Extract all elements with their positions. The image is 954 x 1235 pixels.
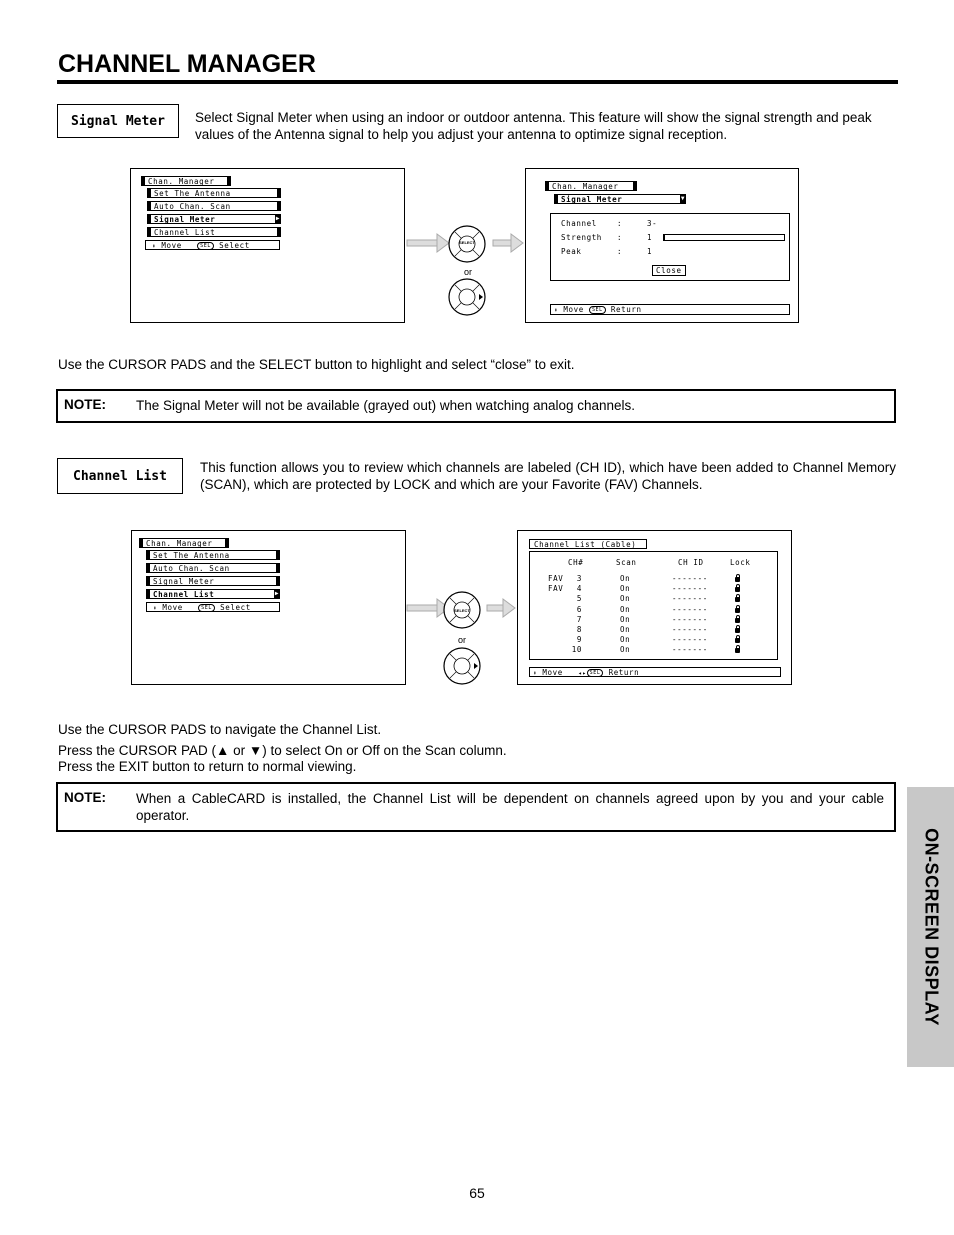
page-number: 65 [469, 1185, 485, 1201]
select-label: SELECT [459, 240, 475, 245]
side-tab-text: ON-SCREEN DISPLAY [921, 828, 941, 1026]
menu-item-auto-scan[interactable]: Auto Chan. Scan [147, 201, 281, 211]
header-lock: Lock [730, 558, 751, 567]
menu-item-auto-scan[interactable]: Auto Chan. Scan [146, 563, 280, 573]
scan-cell: On [620, 574, 631, 583]
menu-list [146, 550, 280, 612]
header-scan: Scan [616, 558, 637, 567]
chid-cell: ------- [672, 614, 708, 624]
menu-footer: ⬍ Move SEL Select [146, 602, 280, 612]
channel-row[interactable] [530, 625, 777, 635]
note-text: When a CableCARD is installed, the Channel List will be dependent on channels agreed upon by you and your cable operator. [136, 791, 884, 823]
channel-number-cell: 3 [576, 574, 582, 583]
strength-bar-fill [664, 235, 665, 240]
channel-list-instruction-2: Press the CURSOR PAD (▲ or ▼) to select On or Off on the Scan column. [58, 743, 507, 758]
lock-icon[interactable] [735, 577, 740, 582]
arrow-right-icon [407, 599, 449, 617]
channel-row[interactable] [530, 615, 777, 625]
channel-list-title: Channel List (Cable) [529, 539, 647, 549]
channel-number-cell: 7 [576, 614, 582, 624]
signal-info-panel [550, 213, 790, 281]
channel-list-instruction-3: Press the EXIT button to return to normal viewing. [58, 759, 357, 774]
channel-row[interactable] [530, 574, 777, 584]
or-text: or [463, 267, 472, 277]
channel-number-cell: 10 [571, 645, 582, 655]
signal-meter-description: Select Signal Meter when using an indoor or outdoor antenna. This feature will show the signal strength and peak values of the Antenna signal to help you adjust your antenna to optimize signal reception. [195, 110, 872, 142]
menu-item-set-antenna[interactable]: Set The Antenna [147, 188, 281, 198]
fav-cell: FAV [548, 584, 564, 594]
chid-cell: ------- [672, 645, 708, 655]
channel-row[interactable] [530, 635, 777, 645]
lock-icon[interactable] [735, 597, 740, 602]
channel-table [529, 551, 778, 660]
note-text: The Signal Meter will not be available (grayed out) when watching analog channels. [136, 398, 636, 413]
chid-cell: ------- [672, 584, 708, 594]
signal-meter-menu-screen [130, 168, 405, 323]
strength-bar [663, 234, 785, 241]
lock-icon[interactable] [735, 638, 740, 643]
scan-cell: On [620, 614, 631, 624]
menu-item-channel-list[interactable]: Channel List ▶ [146, 589, 280, 599]
chid-cell: ------- [672, 594, 708, 604]
menu-item-signal-meter[interactable]: Signal Meter [146, 576, 280, 586]
page-title: CHANNEL MANAGER [58, 50, 316, 78]
cursor-pad-icon [444, 648, 480, 684]
close-button[interactable]: Close [652, 265, 686, 276]
channel-number-cell: 5 [576, 594, 582, 604]
result-subtitle: Signal Meter ▼ [554, 194, 686, 204]
scan-cell: On [620, 604, 631, 614]
result-footer: ⬍ Move SEL Return [550, 304, 790, 315]
channel-row[interactable] [530, 594, 777, 604]
arrow-right-icon [487, 599, 515, 617]
peak-row: Peak : 1 [561, 247, 653, 256]
menu-footer: ⬍ Move SEL Select [145, 240, 280, 250]
menu-item-channel-list[interactable]: Channel List [147, 227, 281, 237]
arrow-right-icon [407, 234, 449, 252]
or-text: or [457, 635, 466, 645]
lock-icon[interactable] [735, 618, 740, 623]
cursor-pad-icon [449, 279, 485, 315]
channel-list-note [56, 782, 896, 832]
note-label: NOTE: [64, 397, 106, 412]
menu-title: Chan. Manager [141, 176, 231, 186]
header-chid: CH ID [678, 558, 704, 567]
lock-icon[interactable] [735, 628, 740, 633]
scan-cell: On [620, 625, 631, 634]
title-rule [57, 80, 898, 84]
chid-cell: ------- [672, 625, 708, 634]
fav-cell: FAV [548, 574, 564, 583]
menu-item-signal-meter[interactable]: Signal Meter ▶ [147, 214, 281, 224]
signal-meter-result-screen [525, 168, 799, 323]
select-label: SELECT [454, 608, 470, 613]
menu-list [147, 188, 281, 250]
channel-list-footer: ⬍ Move ◂▸ SEL Return [529, 667, 781, 677]
section-side-tab [907, 787, 954, 1067]
note-label: NOTE: [64, 790, 106, 805]
signal-meter-label: Signal Meter [57, 104, 179, 138]
channel-list-label: Channel List [57, 458, 183, 494]
arrow-right-icon [493, 234, 523, 252]
channel-number-cell: 6 [576, 604, 582, 614]
channel-number-cell: 9 [576, 635, 582, 645]
signal-meter-note [56, 389, 896, 423]
channel-number-cell: 8 [576, 625, 582, 634]
header-ch: CH# [568, 558, 584, 567]
channel-row[interactable] [530, 605, 777, 615]
channel-number-cell: 4 [576, 584, 582, 594]
signal-meter-instruction: Use the CURSOR PADS and the SELECT button to highlight and select “close” to exit. [58, 357, 575, 372]
result-menu-title: Chan. Manager [545, 181, 637, 191]
chid-cell: ------- [672, 635, 708, 645]
scan-cell: On [620, 584, 631, 594]
channel-list-menu-screen [131, 530, 406, 685]
scan-cell: On [620, 635, 631, 645]
strength-row: Strength : 1 [561, 233, 653, 242]
channel-list-description: This function allows you to review which channels are labeled (CH ID), which have been added to Channel Memory (SCAN), which are protected by LOCK and which are your Favorite (FAV) Channels. [200, 460, 896, 492]
chid-cell: ------- [672, 604, 708, 614]
menu-title: Chan. Manager [139, 538, 229, 548]
scan-cell: On [620, 594, 631, 604]
lock-icon[interactable] [735, 648, 740, 653]
channel-row: Channel : 3- [561, 219, 658, 228]
channel-list-instruction-1: Use the CURSOR PADS to navigate the Channel List. [58, 722, 382, 737]
scan-cell: On [620, 645, 631, 655]
lock-icon[interactable] [735, 587, 740, 592]
chid-cell: ------- [672, 574, 708, 583]
lock-icon[interactable] [735, 608, 740, 613]
channel-row[interactable] [530, 584, 777, 594]
channel-row[interactable] [530, 645, 777, 655]
channel-list-table-screen [517, 530, 792, 685]
menu-item-set-antenna[interactable]: Set The Antenna [146, 550, 280, 560]
